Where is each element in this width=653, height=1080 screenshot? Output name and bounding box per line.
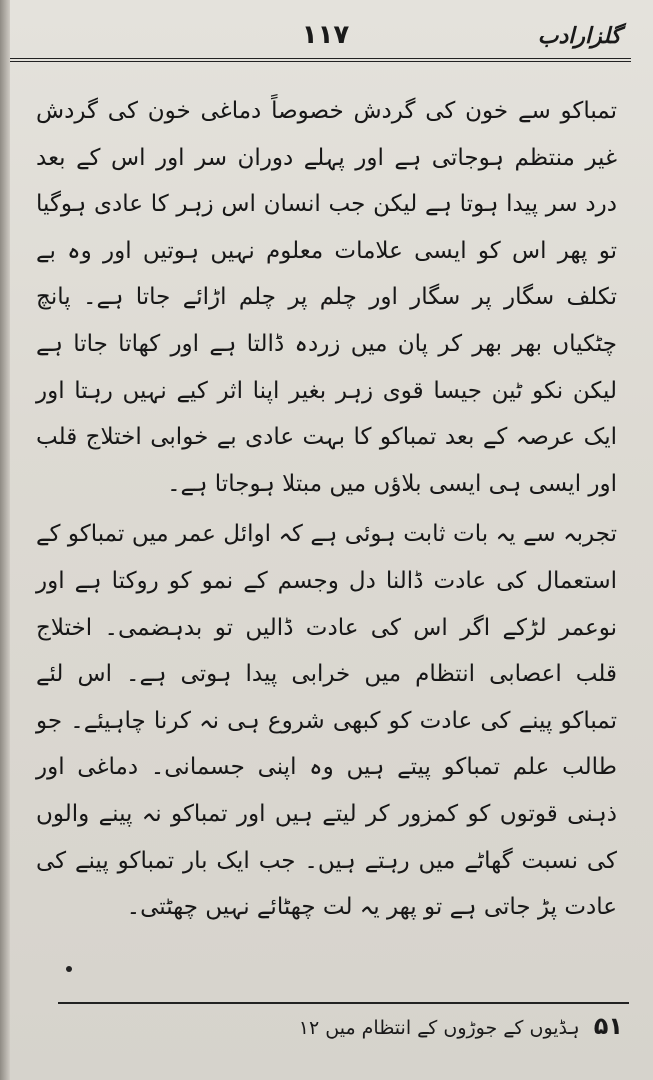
page-header (18, 20, 633, 60)
ink-dot (66, 966, 72, 972)
body-text (36, 88, 617, 931)
paragraph-2: تجربہ سے یہ بات ثابت ہوئی ہے کہ اوائل عمر میں تمباکو کے استعمال کی عادت ڈالنا دل وجسم کے نمو کو روکتا ہے اور نوعمر لڑکے اگر اس کی عادت ڈالیں تو بدہضمی۔ اختلاج قلب اعصابی انتظام میں خرابی پیدا ہوتی ہے۔ اس لئے تمباکو پینے کی عادت کو کبھی شروع ہی نہ کرنا چاہیئے۔ جو طالب علم تمباکو پیتے ہیں وہ اپنی جسمانی۔ دماغی اور ذہنی قوتوں کو کمزور کر لیتے ہیں اور تمباکو نہ پینے والوں کی نسبت گھاٹے میں رہتے ہیں۔ جب ایک بار تمباکو پینے کی عادت پڑ جاتی ہے تو پھر یہ لت چھٹائے نہیں چھٹتی۔ (36, 521, 617, 921)
header-rule (10, 58, 631, 62)
paragraph-1: تمباکو سے خون کی گردش خصوصاً دماغی خون کی گردش غیر منتظم ہوجاتی ہے اور پہلے دوران سر اور اس کے بعد درد سر پیدا ہوتا ہے لیکن جب انسان اس زہر کا عادی ہوگیا تو پھر اس کو ایسی علامات معلوم نہیں ہوتیں اور وہ بے تکلف سگار پر سگار اور چلم پر چلم اڑائے جاتا ہے۔ پانچ چٹکیاں بھر بھر کر پان میں زردہ ڈالتا ہے اور کھاتا جاتا ہے لیکن نکو ٹین جیسا قوی زہر بغیر اپنا اثر کیے نہیں رہتا اور ایک عرصہ کے بعد تمباکو کا بہت عادی بے خوابی اختلاج قلب اور ایسی ہی ایسی بلاؤں میں مبتلا ہوجاتا ہے۔ (36, 98, 617, 497)
footnote (60, 1012, 623, 1040)
running-title: گلزارادب (537, 24, 621, 49)
page-number: ۱۱۷ (301, 20, 350, 50)
footnote-text: ہڈیوں کے جوڑوں کے انتظام میں ۱۲ (298, 1017, 580, 1039)
footnote-rule (58, 1002, 629, 1004)
footnote-marker: ۵۱ (593, 1012, 623, 1040)
